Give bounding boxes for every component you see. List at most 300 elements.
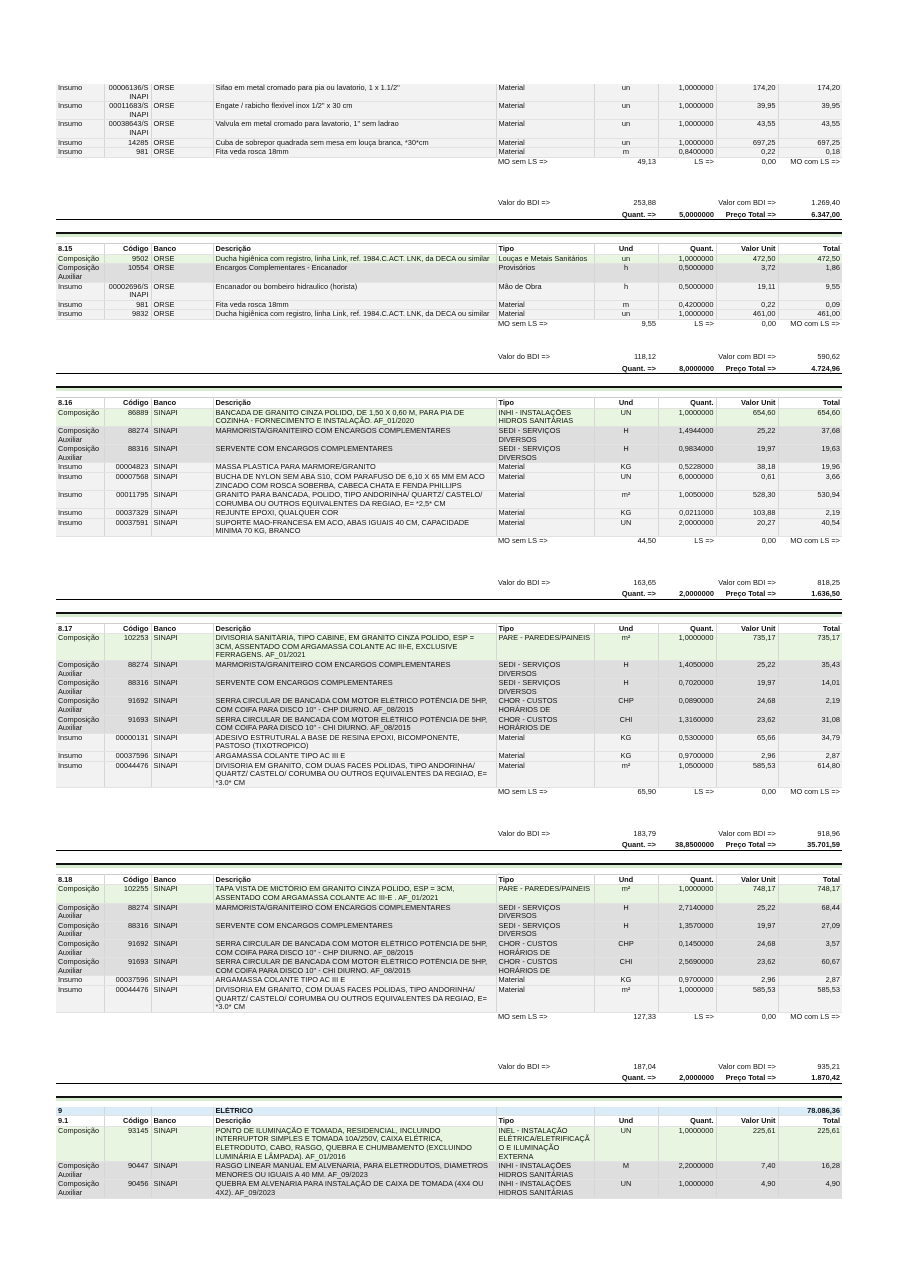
blank-cell [56, 850, 842, 863]
blank-cell [213, 838, 496, 850]
row-bank: ORSE [151, 300, 213, 310]
blank-cell [151, 1012, 213, 1062]
header-tipo: Tipo [496, 398, 594, 409]
quant-value: 2,0000000 [658, 587, 716, 599]
mo-com-label: MO com LS => [790, 319, 840, 329]
row-description: ARGAMASSA COLANTE TIPO AC III E [213, 976, 496, 986]
row-unit-value: 0,22 [716, 300, 778, 310]
row-type: Composição [56, 1126, 104, 1161]
row-category: Material [496, 751, 594, 761]
item-row [56, 518, 842, 536]
row-bank: SINAPI [151, 903, 213, 921]
row-category: INEL - INSTALAÇÃO ELÉTRICA/ELETRIFICAÇÃO E ILUMINAÇÃO EXTERNA [496, 1126, 594, 1161]
blank-cell [496, 362, 594, 374]
header-valor-unit: Valor Unit [716, 623, 778, 634]
row-category: SEDI - SERVIÇOS DIVERSOS [496, 903, 594, 921]
row-unit-value: 0,22 [716, 148, 778, 158]
row-unit-value: 4,90 [716, 1180, 778, 1198]
row-unit: m [594, 300, 658, 310]
header-descricao: Descrição [213, 244, 496, 255]
row-description: Cuba de sobrepor quadrada sem mesa em louça branca, *30*cm [213, 138, 496, 148]
row-total: 735,17 [778, 634, 842, 661]
row-code: 91693 [104, 715, 151, 733]
footer-mo-row [56, 157, 842, 199]
row-code: 00006136/S INAPI [104, 84, 151, 102]
row-type: Insumo [56, 472, 104, 490]
row-unit-value: 23,62 [716, 958, 778, 976]
mo-sem-value: 65,90 [594, 788, 658, 830]
row-quantity: 0,0211000 [658, 509, 716, 519]
mo-sem-value: 9,55 [594, 320, 658, 354]
blank-cell [658, 199, 716, 207]
row-description: MARMORISTA/GRANITEIRO COM ENCARGOS COMPLEMENTARES [213, 903, 496, 921]
row-description: SERVENTE COM ENCARGOS COMPLEMENTARES [213, 445, 496, 463]
header-total: Total [778, 244, 842, 255]
item-row [56, 84, 842, 102]
row-unit-value: 528,30 [716, 491, 778, 509]
header-quant: Quant. [658, 874, 716, 885]
row-quantity: 1,3570000 [658, 921, 716, 939]
valor-bdi-value: 183,79 [594, 830, 658, 838]
quant-value: 38,8500000 [658, 838, 716, 850]
row-bank: SINAPI [151, 509, 213, 519]
row-description: DIVISORIA SANITÁRIA, TIPO CABINE, EM GRANITO CINZA POLIDO, ESP = 3CM, ASSENTADO COM ARGAMASSA COLANTE AC III-E, EXCLUSIVE FERRAGENS. AF_01/2021 [213, 634, 496, 661]
row-quantity: 2,0000000 [658, 518, 716, 536]
row-code: 88316 [104, 445, 151, 463]
row-total: 2,19 [778, 697, 842, 715]
row-unit-value: 472,50 [716, 254, 778, 264]
row-category: PARE - PAREDES/PAINEIS [496, 885, 594, 903]
row-category: CHOR - CUSTOS HORÁRIOS DE [496, 715, 594, 733]
row-code: 102253 [104, 634, 151, 661]
row-category: CHOR - CUSTOS HORÁRIOS DE [496, 958, 594, 976]
row-total: 3,57 [778, 939, 842, 957]
section-header [56, 1116, 842, 1127]
header-quant: Quant. [658, 398, 716, 409]
row-quantity: 1,0000000 [658, 1180, 716, 1198]
item-row [56, 1126, 842, 1161]
row-unit-value: 585,53 [716, 985, 778, 1012]
row-type: Insumo [56, 84, 104, 102]
row-quantity: 1,0000000 [658, 120, 716, 138]
row-total: 472,50 [778, 254, 842, 264]
blank-cell [104, 208, 151, 220]
header-tipo: Tipo [496, 1116, 594, 1127]
section-number: 8.18 [56, 874, 104, 885]
row-unit: UN [594, 408, 658, 426]
row-quantity: 1,0000000 [658, 885, 716, 903]
row-quantity: 1,0000000 [658, 408, 716, 426]
blank-cell [151, 788, 213, 830]
header-descricao: Descrição [213, 874, 496, 885]
row-unit: CHI [594, 958, 658, 976]
row-quantity: 0,5000000 [658, 282, 716, 300]
row-unit: KG [594, 463, 658, 473]
row-code: 102255 [104, 885, 151, 903]
item-row [56, 1162, 842, 1180]
row-category: Material [496, 120, 594, 138]
valor-com-bdi-value: 918,96 [778, 830, 842, 838]
item-row [56, 958, 842, 976]
row-unit-value: 174,20 [716, 84, 778, 102]
valor-com-bdi-label: Valor com BDI => [716, 199, 778, 207]
blank-cell [56, 587, 104, 599]
row-unit: H [594, 660, 658, 678]
blank-cell [104, 587, 151, 599]
row-type: Composição [56, 885, 104, 903]
preco-total-value: 1.870,42 [778, 1071, 842, 1083]
blank-cell [151, 208, 213, 220]
header-valor-unit: Valor Unit [716, 398, 778, 409]
blank-cell [213, 788, 496, 830]
header-codigo: Código [104, 874, 151, 885]
footer-bdi-row [56, 199, 842, 207]
row-category: INHI - INSTALAÇÕES HIDROS SANITÁRIAS [496, 408, 594, 426]
blank-cell [594, 1107, 658, 1116]
valor-com-bdi-label: Valor com BDI => [716, 1063, 778, 1071]
row-code: 00037329 [104, 509, 151, 519]
mo-sem-label: MO sem LS => [496, 157, 594, 199]
row-unit: h [594, 282, 658, 300]
row-total: 614,80 [778, 761, 842, 788]
row-category: SEDI - SERVIÇOS DIVERSOS [496, 426, 594, 444]
blank-cell [104, 838, 151, 850]
ls-value: 0,00 [716, 537, 778, 579]
preco-total-value: 35.701,59 [778, 838, 842, 850]
mo-sem-label: MO sem LS => [496, 788, 594, 830]
valor-com-bdi-value: 1.269,40 [778, 199, 842, 207]
blank-cell [658, 579, 716, 587]
row-category: Material [496, 976, 594, 986]
item-row [56, 300, 842, 310]
valor-com-bdi-value: 935,21 [778, 1063, 842, 1071]
blank-cell [56, 1083, 842, 1096]
blank-cell [151, 353, 213, 361]
item-row [56, 660, 842, 678]
row-total: 585,53 [778, 985, 842, 1012]
preco-total-label: Preço Total => [716, 362, 778, 374]
valor-bdi-value: 187,04 [594, 1063, 658, 1071]
blank-cell [213, 353, 496, 361]
row-type: Insumo [56, 509, 104, 519]
row-description: Fita veda rosca 18mm [213, 300, 496, 310]
blank-cell [104, 353, 151, 361]
row-type: Composição Auxiliar [56, 1180, 104, 1198]
row-unit: CHP [594, 939, 658, 957]
quant-label: Quant. => [594, 587, 658, 599]
row-total: 748,17 [778, 885, 842, 903]
row-quantity: 1,0000000 [658, 254, 716, 264]
item-row [56, 921, 842, 939]
footer-quant-row [56, 1071, 842, 1083]
row-type: Insumo [56, 148, 104, 158]
row-code: 00037596 [104, 751, 151, 761]
preco-total-value: 6.347,00 [778, 208, 842, 220]
footer-quant-row [56, 587, 842, 599]
valor-com-bdi-label: Valor com BDI => [716, 830, 778, 838]
row-description: MARMORISTA/GRANITEIRO COM ENCARGOS COMPLEMENTARES [213, 426, 496, 444]
ls-label: LS => [658, 537, 716, 579]
header-banco: Banco [151, 398, 213, 409]
spacer [56, 850, 842, 863]
row-description: GRANITO PARA BANCADA, POLIDO, TIPO ANDORINHA/ QUARTZ/ CASTELO/ CORUMBA OU OUTROS EQUIVALENTES DA REGIAO, E= *2,5* CM [213, 491, 496, 509]
budget-table [56, 84, 842, 1199]
row-description: MARMORISTA/GRANITEIRO COM ENCARGOS COMPLEMENTARES [213, 660, 496, 678]
ls-value: 0,00 [716, 157, 778, 199]
ls-label: LS => [658, 320, 716, 354]
item-row [56, 697, 842, 715]
valor-bdi-label: Valor do BDI => [496, 353, 594, 361]
blank-cell [213, 1071, 496, 1083]
blank-cell [151, 1063, 213, 1071]
mo-com-label: MO com LS => [790, 536, 840, 546]
group-row [56, 1107, 842, 1116]
row-bank: SINAPI [151, 472, 213, 490]
mo-sem-label: MO sem LS => [496, 320, 594, 354]
blank-cell [151, 1071, 213, 1083]
row-unit-value: 585,53 [716, 761, 778, 788]
row-unit-value: 19,11 [716, 282, 778, 300]
row-total: 68,44 [778, 903, 842, 921]
header-total: Total [778, 1116, 842, 1127]
group-total: 78.086,36 [778, 1107, 842, 1116]
row-code: 10554 [104, 264, 151, 282]
row-bank: ORSE [151, 310, 213, 320]
row-unit-value: 225,61 [716, 1126, 778, 1161]
footer-quant-row [56, 362, 842, 374]
row-type: Composição [56, 408, 104, 426]
row-bank: SINAPI [151, 426, 213, 444]
row-type: Composição Auxiliar [56, 679, 104, 697]
header-descricao: Descrição [213, 1116, 496, 1127]
header-total: Total [778, 623, 842, 634]
row-bank: SINAPI [151, 679, 213, 697]
item-row [56, 509, 842, 519]
item-row [56, 254, 842, 264]
row-unit: H [594, 921, 658, 939]
ls-value: 0,00 [716, 1012, 778, 1062]
mo-com-cell [778, 788, 842, 830]
row-quantity: 0,5300000 [658, 733, 716, 751]
quant-value: 5,0000000 [658, 208, 716, 220]
blank-cell [496, 1071, 594, 1083]
row-total: 2,19 [778, 509, 842, 519]
quant-value: 2,0000000 [658, 1071, 716, 1083]
preco-total-label: Preço Total => [716, 587, 778, 599]
row-total: 3,66 [778, 472, 842, 490]
footer-bdi-row [56, 830, 842, 838]
row-category: Material [496, 985, 594, 1012]
row-description: RASGO LINEAR MANUAL EM ALVENARIA, PARA ELETRODUTOS, DIAMETROS MENORES OU IGUAIS A 40 MM. AF_09/2023 [213, 1162, 496, 1180]
item-row [56, 102, 842, 120]
row-description: SUPORTE MAO-FRANCESA EM ACO, ABAS IGUAIS 40 CM, CAPACIDADE MINIMA 70 KG, BRANCO [213, 518, 496, 536]
row-code: 00037596 [104, 976, 151, 986]
row-total: 16,28 [778, 1162, 842, 1180]
row-bank: SINAPI [151, 985, 213, 1012]
blank-cell [496, 838, 594, 850]
section-number: 9.1 [56, 1116, 104, 1127]
row-unit-value: 697,25 [716, 138, 778, 148]
row-total: 37,68 [778, 426, 842, 444]
row-code: 88316 [104, 921, 151, 939]
row-bank: ORSE [151, 282, 213, 300]
row-quantity: 2,7140000 [658, 903, 716, 921]
row-quantity: 0,9700000 [658, 976, 716, 986]
row-unit: UN [594, 1126, 658, 1161]
blank-cell [658, 353, 716, 361]
blank-cell [56, 374, 842, 387]
ls-value: 0,00 [716, 320, 778, 354]
header-banco: Banco [151, 874, 213, 885]
row-unit: KG [594, 751, 658, 761]
row-category: Provisórios [496, 264, 594, 282]
row-quantity: 1,0000000 [658, 102, 716, 120]
row-type: Insumo [56, 733, 104, 751]
row-bank: SINAPI [151, 1180, 213, 1198]
row-unit: KG [594, 509, 658, 519]
row-unit-value: 43,55 [716, 120, 778, 138]
row-quantity: 2,5690000 [658, 958, 716, 976]
row-description: QUEBRA EM ALVENARIA PARA INSTALAÇÃO DE CAIXA DE TOMADA (4X4 OU 4X2). AF_09/2023 [213, 1180, 496, 1198]
blank-cell [104, 1012, 151, 1062]
row-unit: m² [594, 491, 658, 509]
header-descricao: Descrição [213, 398, 496, 409]
blank-cell [151, 537, 213, 579]
row-quantity: 0,8400000 [658, 148, 716, 158]
row-unit: un [594, 84, 658, 102]
row-category: CHOR - CUSTOS HORÁRIOS DE [496, 697, 594, 715]
item-row [56, 976, 842, 986]
row-quantity: 1,0050000 [658, 491, 716, 509]
row-total: 27,09 [778, 921, 842, 939]
valor-bdi-label: Valor do BDI => [496, 1063, 594, 1071]
row-unit-value: 24,68 [716, 939, 778, 957]
row-unit: H [594, 426, 658, 444]
row-bank: SINAPI [151, 445, 213, 463]
row-total: 19,96 [778, 463, 842, 473]
row-category: INHI - INSTALAÇÕES HIDROS SANITÁRIAS [496, 1180, 594, 1198]
row-type: Composição Auxiliar [56, 921, 104, 939]
item-row [56, 463, 842, 473]
row-quantity: 1,4050000 [658, 660, 716, 678]
item-row [56, 445, 842, 463]
row-type: Insumo [56, 751, 104, 761]
row-code: 88274 [104, 903, 151, 921]
row-category: Material [496, 509, 594, 519]
blank-cell [104, 157, 151, 199]
row-unit-value: 0,61 [716, 472, 778, 490]
row-category: SEDI - SERVIÇOS DIVERSOS [496, 445, 594, 463]
row-unit: CHI [594, 715, 658, 733]
row-type: Composição [56, 634, 104, 661]
row-code: 00038643/S INAPI [104, 120, 151, 138]
row-bank: SINAPI [151, 1126, 213, 1161]
mo-com-cell [778, 157, 842, 199]
blank-cell [151, 1107, 213, 1116]
row-code: 00011683/S INAPI [104, 102, 151, 120]
row-description: Ducha higiênica com registro, linha Link, ref. 1984.C.ACT. LNK, da DECA ou similar [213, 254, 496, 264]
row-description: Fita veda rosca 18mm [213, 148, 496, 158]
row-unit: UN [594, 518, 658, 536]
blank-cell [56, 599, 842, 612]
blank-cell [151, 838, 213, 850]
row-category: SEDI - SERVIÇOS DIVERSOS [496, 679, 594, 697]
blank-cell [56, 199, 104, 207]
row-unit: m² [594, 634, 658, 661]
row-unit: UN [594, 1180, 658, 1198]
blank-cell [56, 353, 104, 361]
row-type: Composição Auxiliar [56, 264, 104, 282]
row-code: 91693 [104, 958, 151, 976]
row-description: Encanador ou bombeiro hidraulico (horista) [213, 282, 496, 300]
row-total: 9,55 [778, 282, 842, 300]
row-description: BUCHA DE NYLON SEM ABA S10, COM PARAFUSO DE 6,10 X 65 MM EM ACO ZINCADO COM ROSCA SOBERBA, CABECA CHATA E FENDA PHILLIPS [213, 472, 496, 490]
mo-com-cell [778, 537, 842, 579]
row-bank: SINAPI [151, 634, 213, 661]
row-quantity: 1,0500000 [658, 761, 716, 788]
row-category: Material [496, 310, 594, 320]
blank-cell [104, 320, 151, 354]
row-code: 00000131 [104, 733, 151, 751]
footer-bdi-row [56, 1063, 842, 1071]
mo-sem-label: MO sem LS => [496, 1012, 594, 1062]
blank-cell [104, 362, 151, 374]
blank-cell [213, 1012, 496, 1062]
item-row [56, 751, 842, 761]
row-type: Composição Auxiliar [56, 903, 104, 921]
ls-label: LS => [658, 1012, 716, 1062]
row-type: Insumo [56, 976, 104, 986]
row-category: Material [496, 102, 594, 120]
row-quantity: 0,9700000 [658, 751, 716, 761]
row-code: 00002696/S INAPI [104, 282, 151, 300]
blank-cell [213, 157, 496, 199]
preco-total-label: Preço Total => [716, 838, 778, 850]
row-quantity: 0,0890000 [658, 697, 716, 715]
blank-cell [56, 320, 104, 354]
row-unit-value: 19,97 [716, 679, 778, 697]
row-code: 00007568 [104, 472, 151, 490]
item-row [56, 408, 842, 426]
row-unit: m² [594, 761, 658, 788]
mo-com-cell [778, 1012, 842, 1062]
header-und: Und [594, 874, 658, 885]
item-row [56, 426, 842, 444]
valor-com-bdi-label: Valor com BDI => [716, 579, 778, 587]
blank-cell [658, 830, 716, 838]
blank-cell [56, 830, 104, 838]
row-category: Material [496, 491, 594, 509]
blank-cell [56, 579, 104, 587]
preco-total-label: Preço Total => [716, 208, 778, 220]
row-unit-value: 20,27 [716, 518, 778, 536]
row-code: 93145 [104, 1126, 151, 1161]
row-unit-value: 23,62 [716, 715, 778, 733]
blank-cell [151, 362, 213, 374]
row-bank: SINAPI [151, 697, 213, 715]
row-description: PONTO DE ILUMINAÇÃO E TOMADA, RESIDENCIAL, INCLUINDO INTERRUPTOR SIMPLES E TOMADA 10A/250V, CAIXA ELÉTRICA, ELETRODUTO, CABO, RASGO, QUEBRA E CHUMBAMENTO (EXCLUINDO LUMINÁRIA E LÂMPADA). AF_01/2016 [213, 1126, 496, 1161]
row-unit-value: 65,66 [716, 733, 778, 751]
row-unit: m² [594, 885, 658, 903]
valor-bdi-label: Valor do BDI => [496, 199, 594, 207]
row-quantity: 1,0000000 [658, 84, 716, 102]
row-total: 225,61 [778, 1126, 842, 1161]
item-row [56, 939, 842, 957]
header-quant: Quant. [658, 623, 716, 634]
row-bank: ORSE [151, 254, 213, 264]
row-unit: UN [594, 472, 658, 490]
row-description: SERRA CIRCULAR DE BANCADA COM MOTOR ELÉTRICO POTÊNCIA DE 5HP, COM COIFA PARA DISCO 10" - CHP DIURNO. AF_08/2015 [213, 697, 496, 715]
